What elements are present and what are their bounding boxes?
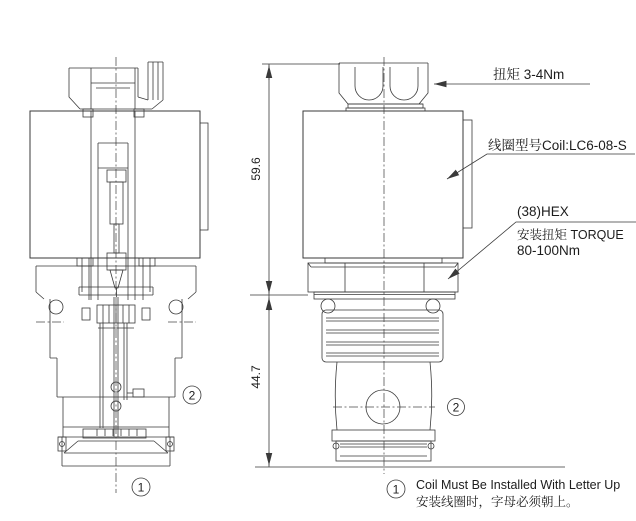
callout-1-section xyxy=(132,478,150,496)
oring-right xyxy=(169,300,183,314)
install-torque-label-2: 80-100Nm xyxy=(517,243,581,258)
hex-nut xyxy=(308,263,458,299)
oring-right xyxy=(426,299,440,313)
callout-2-section xyxy=(183,386,201,404)
external-view xyxy=(303,57,472,474)
dimension-lower: 44.7 xyxy=(249,365,263,389)
callout-number: 2 xyxy=(452,400,460,415)
cartridge-external xyxy=(321,299,443,461)
coil-body xyxy=(303,111,472,263)
hex-size-label: (38)HEX xyxy=(517,204,569,219)
lead-wires xyxy=(148,62,163,100)
dimension-upper: 59.6 xyxy=(249,157,263,181)
footnote xyxy=(387,478,620,509)
coil-nameplate xyxy=(463,120,472,228)
footnote-line1: Coil Must Be Installed With Letter Up xyxy=(416,478,621,492)
annotations xyxy=(434,66,636,279)
callout-2-external xyxy=(448,399,465,416)
dimensions xyxy=(249,64,565,467)
coil-nameplate xyxy=(200,123,208,230)
section-view xyxy=(30,57,208,496)
armature-section xyxy=(107,170,126,297)
footnote-line2: 安装线圈时，字母必须朝上。 xyxy=(416,495,579,509)
oring-left xyxy=(49,300,63,314)
callout-number: 2 xyxy=(188,388,196,403)
callout-number: 1 xyxy=(137,480,145,495)
leader-coil-model xyxy=(447,154,635,179)
nut-torque-label: 扭矩 3-4Nm xyxy=(493,67,565,82)
callout-number: 1 xyxy=(392,482,400,497)
coil-nut xyxy=(339,63,428,111)
install-torque-label-1: 安装扭矩 TORQUE xyxy=(517,228,624,242)
coil-model-label: 线圈型号Coil:LC6-08-S xyxy=(488,138,627,153)
coil-section xyxy=(30,111,208,300)
side-fitting xyxy=(133,389,144,397)
extension-lines xyxy=(250,64,565,467)
